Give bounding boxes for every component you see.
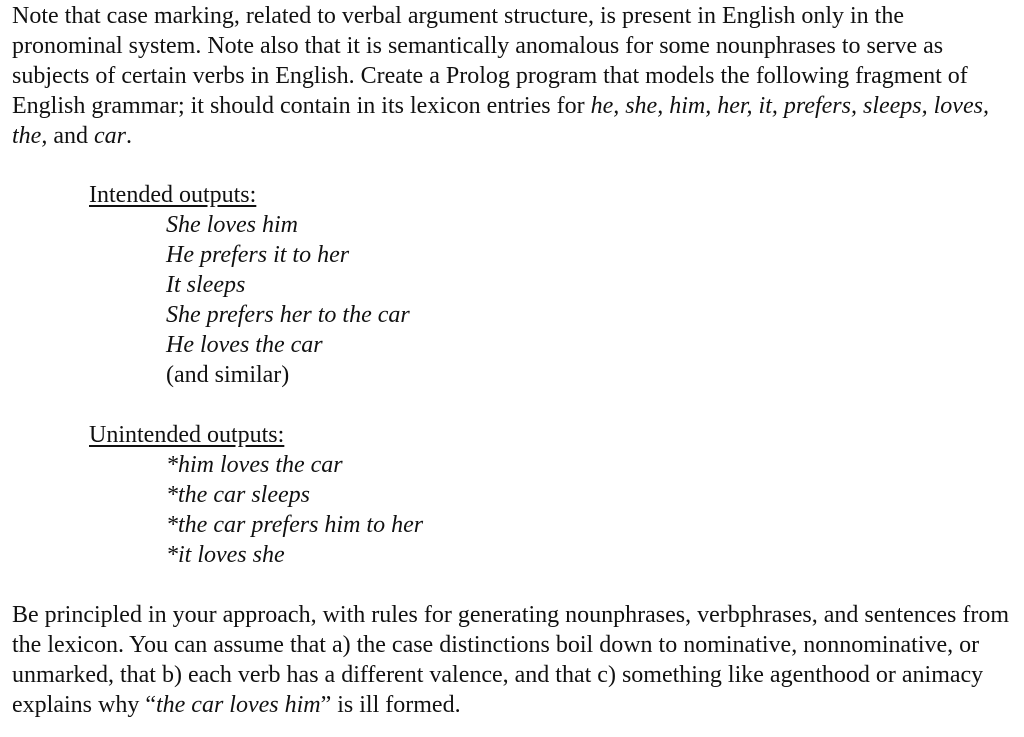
- intended-output-item: It sleeps: [166, 272, 246, 298]
- lexicon-last-word: car: [93, 123, 126, 149]
- closing-paragraph: [12, 600, 1016, 720]
- intro-conjunction: and: [47, 123, 94, 149]
- intended-output-item: She prefers her to the car: [166, 302, 410, 328]
- unintended-output-item: *the car sleeps: [166, 482, 310, 508]
- unintended-outputs-heading: Unintended outputs:: [89, 422, 285, 448]
- intro-text: Note that case marking, related to verbal argument structure, is present in English only in the pronominal system. Note also that it is semantically anomalous for some nounphrases to serve as subjects of certain verbs in English. Create a Prolog program that models the following fragment of English grammar; it should contain in its lexicon entries for: [12, 3, 968, 119]
- unintended-output-item: *the car prefers him to her: [166, 512, 424, 538]
- intended-outputs-heading: Intended outputs:: [89, 182, 257, 208]
- intended-output-item: He loves the car: [166, 332, 323, 358]
- unintended-output-item: *it loves she: [166, 542, 285, 568]
- intended-output-item: She loves him: [166, 212, 298, 238]
- intended-outputs-section: [89, 180, 889, 390]
- intended-outputs-list: [89, 210, 889, 390]
- closing-end-text: ” is ill formed.: [320, 692, 461, 718]
- unintended-output-item: *him loves the car: [166, 452, 343, 478]
- lexicon-words: he, she, him, her, it, prefers, sleeps, loves, the,: [12, 93, 989, 149]
- ill-formed-example: the car loves him: [155, 692, 321, 718]
- intro-paragraph: [12, 1, 1016, 151]
- intended-output-note: (and similar): [166, 362, 290, 388]
- unintended-outputs-section: [89, 420, 889, 570]
- intro-period: .: [125, 123, 132, 149]
- closing-text: Be principled in your approach, with rules for generating nounphrases, verbphrases, and sentences from the lexicon. You can assume that a) the case distinctions boil down to nominative, nonnominative, or unmarked, that b) each verb has a different valence, and that c) something like agenthood or animacy explains why “: [12, 602, 1010, 718]
- intended-output-item: He prefers it to her: [166, 242, 350, 268]
- unintended-outputs-list: [89, 450, 889, 570]
